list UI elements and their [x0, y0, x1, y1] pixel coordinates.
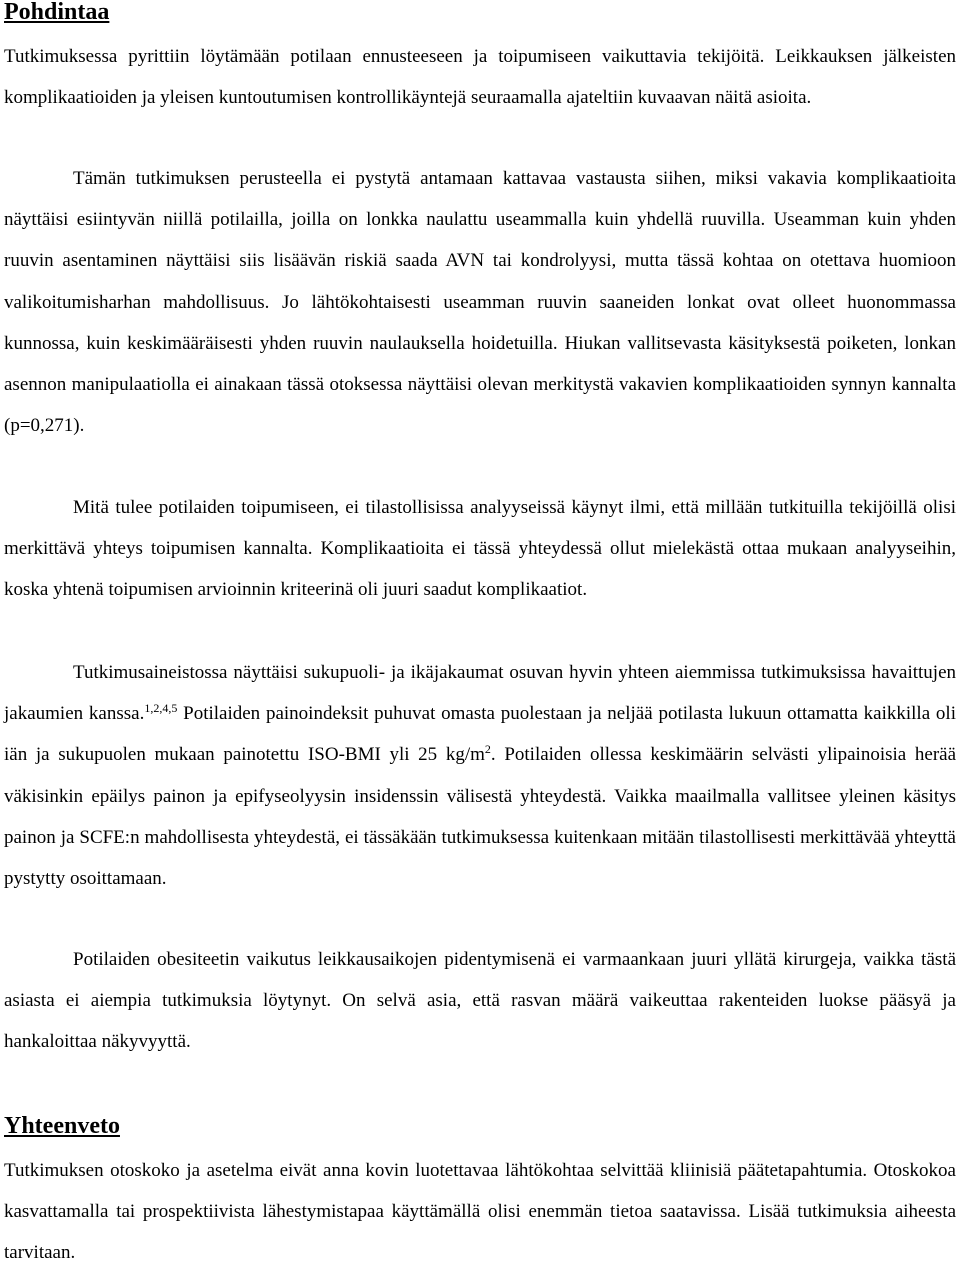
- paragraph-text: Potilaiden painoindeksit puhuvat omasta puolestaan ja neljää potilasta lukuun ottamatta kaikkilla oli iän ja sukupuolen mukaan painotettu ISO-BMI yli 25 kg/m: [4, 703, 956, 766]
- paragraph: Potilaiden obesiteetin vaikutus leikkausaikojen pidentymisenä ei varmaankaan juuri yllätä kirurgeja, vaikka tästä asiasta ei aiempia tutkimuksia löytynyt. On selvä asia, että rasvan määrä vaikeuttaa rakenteiden luokse pääsyä ja hankaloittaa näkyvyyttä.: [4, 949, 956, 1053]
- paragraph: Tämän tutkimuksen perusteella ei pystytä antamaan kattavaa vastausta siihen, miksi vakavia komplikaatioita näyttäisi esiintyvän niillä potilailla, joilla on lonkka naulattu useammalla kuin yhdellä ruuvilla. Useamman kuin yhden ruuvin asentaminen näyttäisi siis lisäävän riskiä saada AVN tai kondrolyysi, mutta tässä kohtaa on otettava huomioon valikoitumisharhan mahdollisuus. Jo lähtökohtaisesti useamman ruuvin saaneiden lonkat ovat olleet huonommassa kunnossa, kuin keskimääräisesti yhden ruuvin naulauksella hoidetuilla. Hiukan vallitsevasta käsityksestä poiketen, lonkan asennon manipulaatiolla ei ainakaan tässä otoksessa näyttäisi olevan merkitystä vakavien komplikaatioiden synnyn kannalta (p=0,271).: [4, 168, 956, 437]
- superscript-exponent: 2: [484, 742, 491, 757]
- section-heading-pohdintaa: Pohdintaa: [4, 0, 110, 25]
- paragraph: Mitä tulee potilaiden toipumiseen, ei tilastollisissa analyyseissä käynyt ilmi, että millään tutkituilla tekijöillä olisi merkittävä yhteys toipumisen kannalta. Komplikaatioita ei tässä yhteydessä ollut mielekästä ottaa mukaan analyyseihin, koska yhtenä toipumisen arvioinnin kriteerinä oli juuri saadut komplikaatiot.: [4, 497, 956, 601]
- paragraph: [4, 652, 956, 899]
- paragraph-text: Tutkimusaineistossa näyttäisi sukupuoli- ja ikäjakaumat osuvan hyvin yhteen aiemmissa tutkimuksissa havaittujen jakaumien kanssa.: [4, 662, 956, 725]
- paragraph: Tutkimuksessa pyrittiin löytämään potilaan ennusteeseen ja toipumiseen vaikuttavia tekijöitä. Leikkauksen jälkeisten komplikaatioiden ja yleisen kuntoutumisen kontrollikäyntejä seuraamalla ajateltiin kuvaavan näitä asioita.: [4, 46, 956, 109]
- section-heading-yhteenveto: Yhteenveto: [4, 1113, 120, 1139]
- paragraph: Tutkimuksen otoskoko ja asetelma eivät anna kovin luotettavaa lähtökohtaa selvittää kliinisiä päätetapahtumia. Otoskokoa kasvattamalla tai prospektiivista lähestymistapaa käyttämällä olisi enemmän tietoa saatavissa. Lisää tutkimuksia aiheesta tarvitaan.: [4, 1160, 956, 1264]
- citation-reference: 1,2,4,5: [144, 701, 178, 716]
- paragraph-text: . Potilaiden ollessa keskimäärin selvästi ylipainoisia herää väkisinkin epäilys painon ja epifyseolyysin insidenssin välisestä yhteydestä. Vaikka maailmalla vallitsee yleinen käsitys painon ja SCFE:n mahdollisesta yhteydestä, ei tässäkään tutkimuksessa kuitenkaan mitään tilastollisesti merkittävää yhteyttä pystytty osoittamaan.: [4, 744, 957, 890]
